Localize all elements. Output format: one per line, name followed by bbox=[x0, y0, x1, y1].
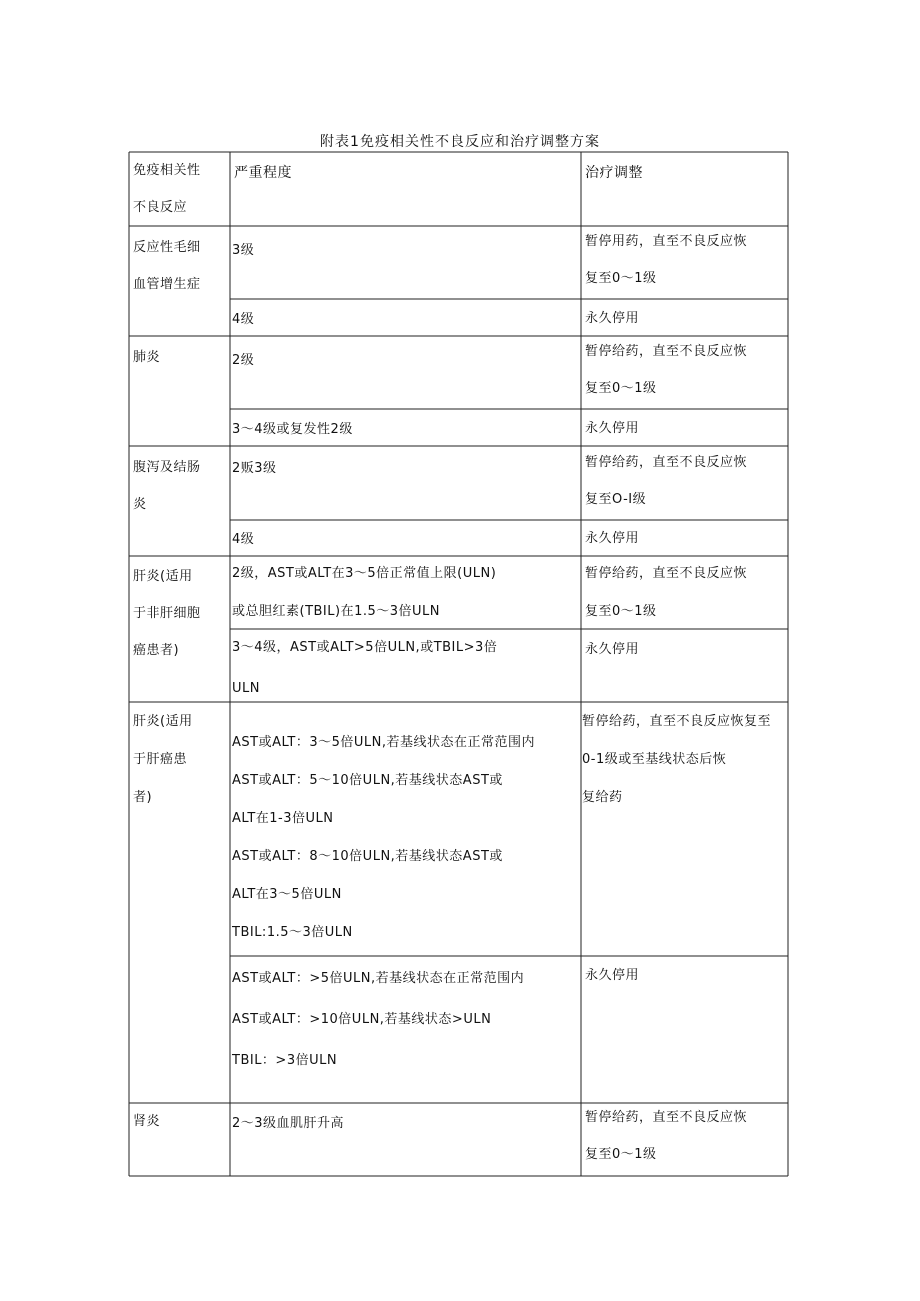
adjustment-cell: 永久停用 bbox=[585, 531, 640, 546]
severity-cell: AST或ALT：3〜5倍ULN,若基线状态在正常范围内 AST或ALT：5〜10倍ULN,若基线状态AST或 ALT在1-3倍ULN AST或ALT：8〜10倍ULN,若基线状态AST或 ALT在3〜5倍ULN TBIL:1.5〜3倍ULN bbox=[232, 735, 536, 940]
severity-cell: 3〜4级或复发性2级 bbox=[232, 422, 353, 437]
reaction-name-capillary: 反应性毛细 血管增生症 bbox=[133, 240, 201, 292]
reaction-name-nephritis: 肾炎 bbox=[133, 1114, 161, 1129]
adjustment-cell: 永久停用 bbox=[585, 642, 640, 657]
adjustment-cell: 永久停用 bbox=[585, 421, 640, 436]
severity-cell: 3〜4级，AST或ALT>5倍ULN,或TBIL>3倍 ULN bbox=[232, 640, 498, 696]
severity-cell: 4级 bbox=[232, 532, 255, 547]
reaction-name-pneumonitis: 肺炎 bbox=[133, 350, 161, 365]
adjustment-cell: 暂停给药，直至不良反应恢 复至0〜1级 bbox=[585, 344, 748, 396]
adjustment-cell: 暂停用药，直至不良反应恢 复至0〜1级 bbox=[585, 234, 748, 286]
reaction-name-hepatitis-hcc: 肝炎(适用 于肝癌患 者) bbox=[133, 714, 193, 805]
header-col-adjustment: 治疗调整 bbox=[585, 165, 643, 181]
severity-cell: 2〜3级血肌肝升高 bbox=[232, 1116, 345, 1131]
severity-cell: 3级 bbox=[232, 243, 255, 258]
adjustment-cell: 永久停用 bbox=[585, 311, 640, 326]
severity-cell: AST或ALT：>5倍ULN,若基线状态在正常范围内 AST或ALT：>10倍ULN,若基线状态>ULN TBIL：>3倍ULN bbox=[232, 971, 525, 1068]
adjustment-cell: 暂停给药，直至不良反应恢 复至0〜1级 bbox=[585, 566, 748, 619]
reaction-name-colitis: 腹泻及结肠 炎 bbox=[133, 460, 201, 512]
reaction-name-hepatitis-non-hcc: 肝炎(适用 于非肝细胞 癌患者) bbox=[133, 569, 201, 658]
table-title: 附表1免疫相关性不良反应和治疗调整方案 bbox=[320, 134, 600, 150]
severity-cell: 2级，AST或ALT在3〜5倍正常值上限(ULN) 或总胆红素(TBIL)在1.5〜3倍ULN bbox=[232, 566, 497, 619]
adjustment-cell: 暂停给药，直至不良反应恢复至 0-1级或至基线状态后恢 复给药 bbox=[582, 714, 772, 805]
severity-cell: 4级 bbox=[232, 312, 255, 327]
header-col-severity: 严重程度 bbox=[234, 165, 292, 181]
adjustment-cell: 暂停给药，直至不良反应恢 复至0〜1级 bbox=[585, 1110, 748, 1162]
severity-cell: 2级 bbox=[232, 353, 255, 368]
header-col-reaction: 免疫相关性 不良反应 bbox=[133, 163, 201, 215]
adjustment-cell: 暂停给药，直至不良反应恢 复至O-I级 bbox=[585, 455, 748, 507]
adjustment-cell: 永久停用 bbox=[585, 968, 640, 983]
severity-cell: 2贩3级 bbox=[232, 461, 277, 476]
